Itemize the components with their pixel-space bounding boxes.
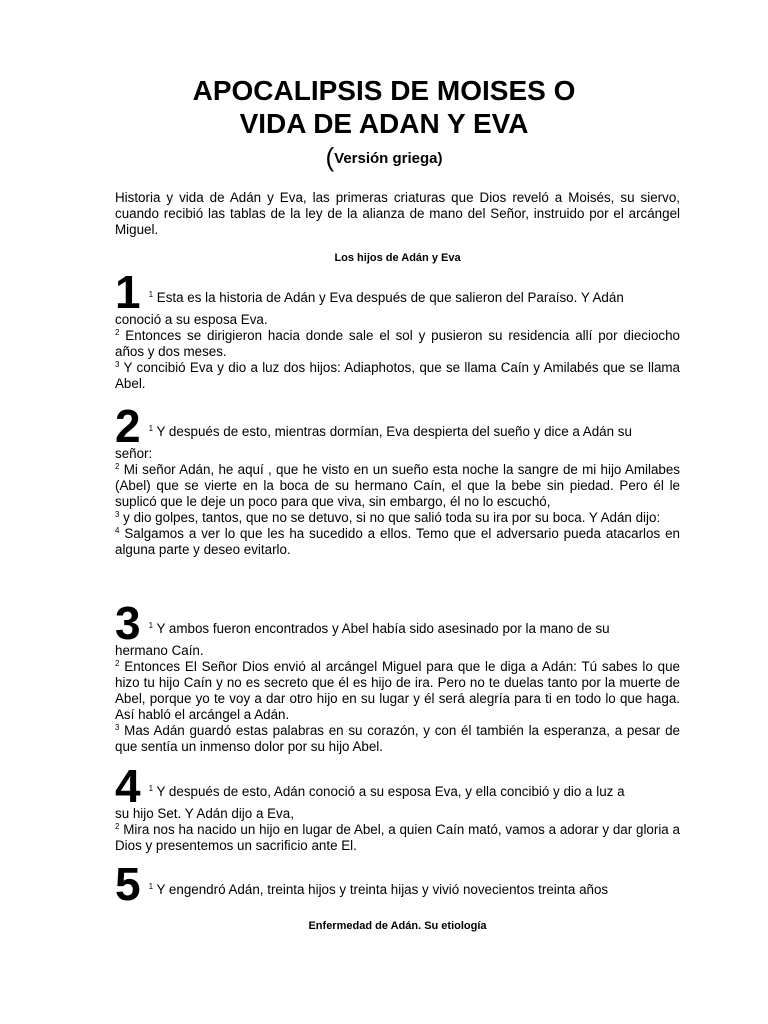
chapter-number: 2 (115, 400, 141, 452)
verse-text: Y después de esto, Adán conoció a su esposa Eva, y ella concibió y dio a luz a (153, 784, 625, 799)
title-line-1: APOCALIPSIS DE MOISES O (192, 75, 576, 106)
verse-number: 1 (148, 621, 154, 630)
verse-text: Y concibió Eva y dio a luz dos hijos: Adiaphotos, que se llama Caín y Amilabés que se llama Abel. (115, 360, 680, 391)
chapter-3 (115, 597, 680, 755)
verse-text: Entonces se dirigieron hacia donde sale el sol y pusieron su residencia allí por dieciocho años y dos meses. (115, 328, 680, 359)
chapter-1 (115, 266, 680, 392)
verse-number: 3 (115, 510, 120, 519)
chapter-first-line (115, 597, 680, 649)
verse-number: 1 (148, 424, 154, 433)
verse-text: y dio golpes, tantos, que no se detuvo, si no que salió toda su ira por su boca. Y Adán dijo: (119, 510, 661, 525)
chapter-number: 5 (115, 858, 141, 910)
chapter-continuation: hermano Caín. (115, 643, 204, 658)
chapter-first-line (115, 760, 680, 812)
section-heading-2: Enfermedad de Adán. Su etiología (308, 920, 487, 932)
document-title (0, 74, 768, 140)
verse (115, 510, 680, 526)
chapter-continuation: conoció a su esposa Eva. (115, 312, 268, 327)
chapter-5 (115, 858, 680, 910)
verse (115, 360, 680, 392)
verse-number: 1 (148, 784, 154, 793)
section-heading-1: Los hijos de Adán y Eva (334, 252, 461, 264)
intro-paragraph: Historia y vida de Adán y Eva, las primeras criaturas que Dios reveló a Moisés, su siervo, cuando recibió las tablas de la ley de la alianza de mano del Señor, instruido por el arcángel Miguel. (115, 190, 680, 237)
verse-text: Y ambos fueron encontrados y Abel había sido asesinado por la mano de su (153, 621, 610, 636)
verse (115, 723, 680, 755)
chapter-first-line (115, 858, 680, 910)
verse-number: 2 (115, 462, 120, 471)
verse-text: Entonces El Señor Dios envió al arcángel Miguel para que le diga a Adán: Tú sabes lo que hizo tu hijo Caín y no es secreto que él es hijo de ira. Pero no te duelas tanto por la muerte de Abel, porque yo te voy a dar otro hijo en su lugar y él será alegría para ti en todo lo que haga. Así habló el arcángel a Adán. (115, 659, 680, 722)
verse (115, 822, 680, 854)
title-line-2: VIDA DE ADAN Y EVA (239, 108, 529, 139)
verse-text: Esta es la historia de Adán y Eva después de que salieron del Paraíso. Y Adán (153, 290, 624, 305)
verse-text: Salgamos a ver lo que les ha sucedido a ellos. Temo que el adversario pueda atacarlos en alguna parte y deseo evitarlo. (115, 526, 680, 557)
verse-text: Y después de esto, mientras dormían, Eva despierta del sueño y dice a Adán su (153, 424, 632, 439)
subtitle-paren: ( (325, 142, 335, 172)
verse-text: Y engendró Adán, treinta hijos y treinta hijas y vivió novecientos treinta años (153, 882, 609, 897)
verse-text: Mi señor Adán, he aquí , que he visto en un sueño esta noche la sangre de mi hijo Amilabes (Abel) que se vierte en la boca de su hermano Caín, el que la bebe sin piedad. Pero él le suplicó que le deje un poco para que viva, sin embargo, él no lo escuchó, (115, 462, 680, 509)
subtitle-text: Versión griega) (334, 150, 443, 167)
verse (115, 328, 680, 360)
chapter-number: 4 (115, 760, 141, 812)
verse-number: 2 (115, 659, 120, 668)
verse-number: 2 (115, 328, 120, 337)
chapter-first-line (115, 400, 680, 452)
verse-number: 1 (148, 882, 154, 891)
verse-text: Mas Adán guardó estas palabras en su corazón, y con él también la esperanza, a pesar de que sentía un inmenso dolor por su hijo Abel. (115, 723, 680, 754)
chapter-continuation: señor: (115, 446, 153, 461)
chapter-continuation: su hijo Set. Y Adán dijo a Eva, (115, 806, 294, 821)
verse (115, 462, 680, 510)
verse (115, 526, 680, 558)
verse (115, 659, 680, 723)
verse-number: 3 (115, 360, 120, 369)
verse-text: Mira nos ha nacido un hijo en lugar de Abel, a quien Caín mató, vamos a adorar y dar gloria a Dios y presentemos un sacrificio ante El. (115, 822, 680, 853)
chapter-2 (115, 400, 680, 558)
verse-number: 3 (115, 723, 120, 732)
chapter-number: 3 (115, 597, 141, 649)
verse-number: 4 (115, 526, 120, 535)
chapter-4 (115, 760, 680, 854)
verse-number: 2 (115, 822, 120, 831)
chapter-first-line (115, 266, 680, 318)
verse-number: 1 (148, 290, 154, 299)
document-subtitle (0, 142, 768, 173)
chapter-number: 1 (115, 266, 141, 318)
